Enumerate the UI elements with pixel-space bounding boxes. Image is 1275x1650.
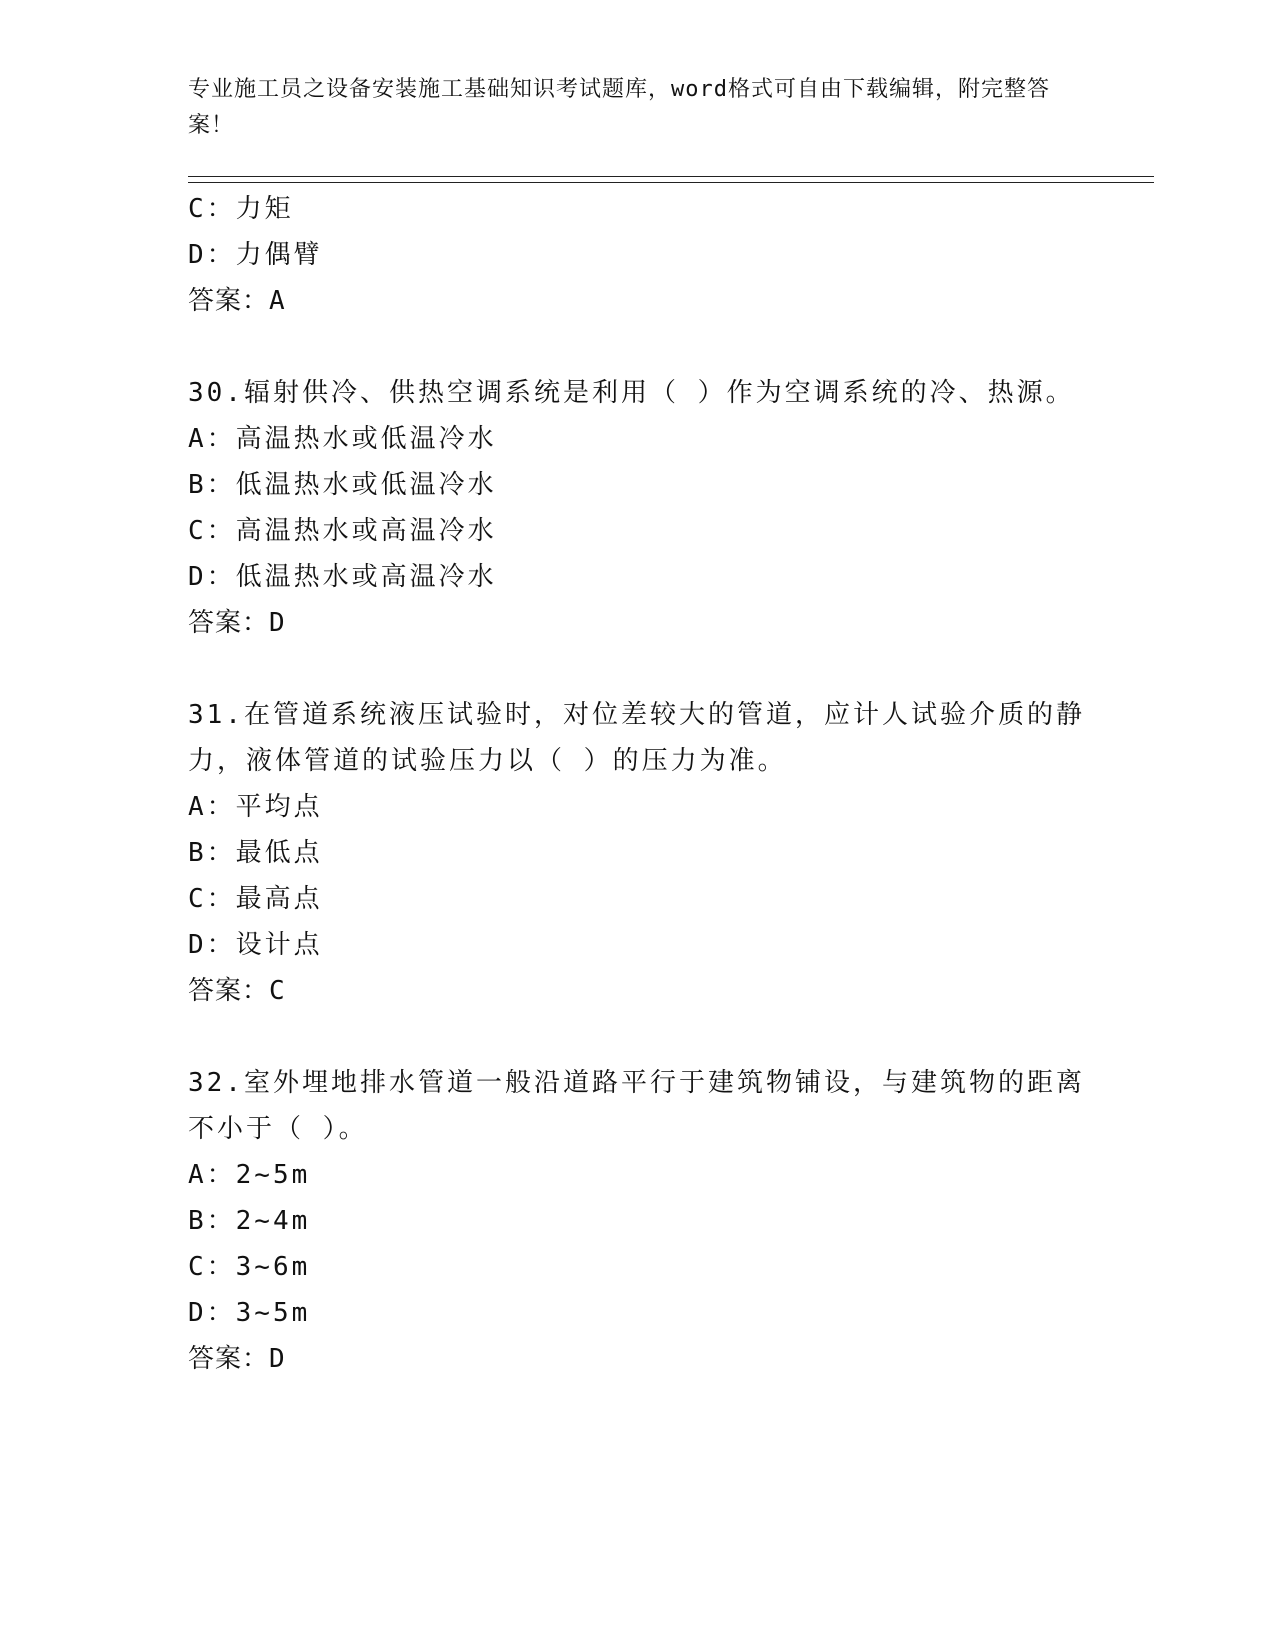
option-text: 低温热水或低温冷水 [235, 470, 497, 500]
option-label: A： [188, 792, 236, 822]
option-b [188, 830, 1088, 876]
answer-line: 答案：D [188, 1344, 286, 1374]
spacer [188, 1014, 1088, 1060]
option-text: 3~6m [235, 1252, 311, 1282]
option-label: B： [188, 470, 236, 500]
question-32-stem-line-1: 32.室外埋地排水管道一般沿道路平行于建筑物铺设，与建筑物的距离 [188, 1068, 1085, 1098]
question-30-stem: 30.辐射供冷、供热空调系统是利用（ ）作为空调系统的冷、热源。 [188, 378, 1075, 408]
option-label: B： [188, 1206, 236, 1236]
option-label: A： [188, 1160, 236, 1190]
question-31-stem-line-2: 力，液体管道的试验压力以（ ）的压力为准。 [188, 746, 787, 776]
option-label: D： [188, 930, 236, 960]
option-text: 低温热水或高温冷水 [235, 562, 497, 592]
option-d [188, 554, 1088, 600]
option-b [188, 1198, 1088, 1244]
option-c [188, 876, 1088, 922]
document-header: 专业施工员之设备安装施工基础知识考试题库，word格式可自由下载编辑，附完整答案！ [188, 77, 1050, 138]
option-label: C： [188, 194, 236, 224]
option-text: 2~5m [235, 1160, 311, 1190]
option-text: 最低点 [235, 838, 323, 868]
question-31-stem-line-1: 31.在管道系统液压试验时，对位差较大的管道，应计人试验介质的静 [188, 700, 1085, 730]
option-text: 设计点 [235, 930, 323, 960]
option-c [188, 186, 1088, 232]
question-content [188, 186, 1088, 1382]
option-d [188, 922, 1088, 968]
option-text: 平均点 [235, 792, 323, 822]
option-text: 力矩 [235, 194, 294, 224]
question-32-stem-line-2: 不小于（ ）。 [188, 1114, 368, 1144]
spacer [188, 324, 1088, 370]
option-a [188, 1152, 1088, 1198]
option-label: C： [188, 884, 236, 914]
answer-line: 答案：C [188, 976, 286, 1006]
option-text: 力偶臂 [235, 240, 323, 270]
answer-line: 答案：A [188, 286, 286, 316]
option-label: D： [188, 562, 236, 592]
header-divider-top [188, 176, 1154, 177]
option-b [188, 462, 1088, 508]
option-text: 最高点 [235, 884, 323, 914]
option-label: D： [188, 1298, 236, 1328]
option-a [188, 416, 1088, 462]
header-divider-bottom [188, 182, 1154, 183]
option-d [188, 1290, 1088, 1336]
answer-line: 答案：D [188, 608, 286, 638]
option-d [188, 232, 1088, 278]
option-label: A： [188, 424, 236, 454]
option-label: B： [188, 838, 236, 868]
option-text: 高温热水或高温冷水 [235, 516, 497, 546]
option-c [188, 1244, 1088, 1290]
spacer [188, 646, 1088, 692]
option-a [188, 784, 1088, 830]
option-c [188, 508, 1088, 554]
option-label: C： [188, 1252, 236, 1282]
option-label: C： [188, 516, 236, 546]
option-text: 3~5m [235, 1298, 311, 1328]
option-label: D： [188, 240, 236, 270]
option-text: 高温热水或低温冷水 [235, 424, 497, 454]
option-text: 2~4m [235, 1206, 311, 1236]
